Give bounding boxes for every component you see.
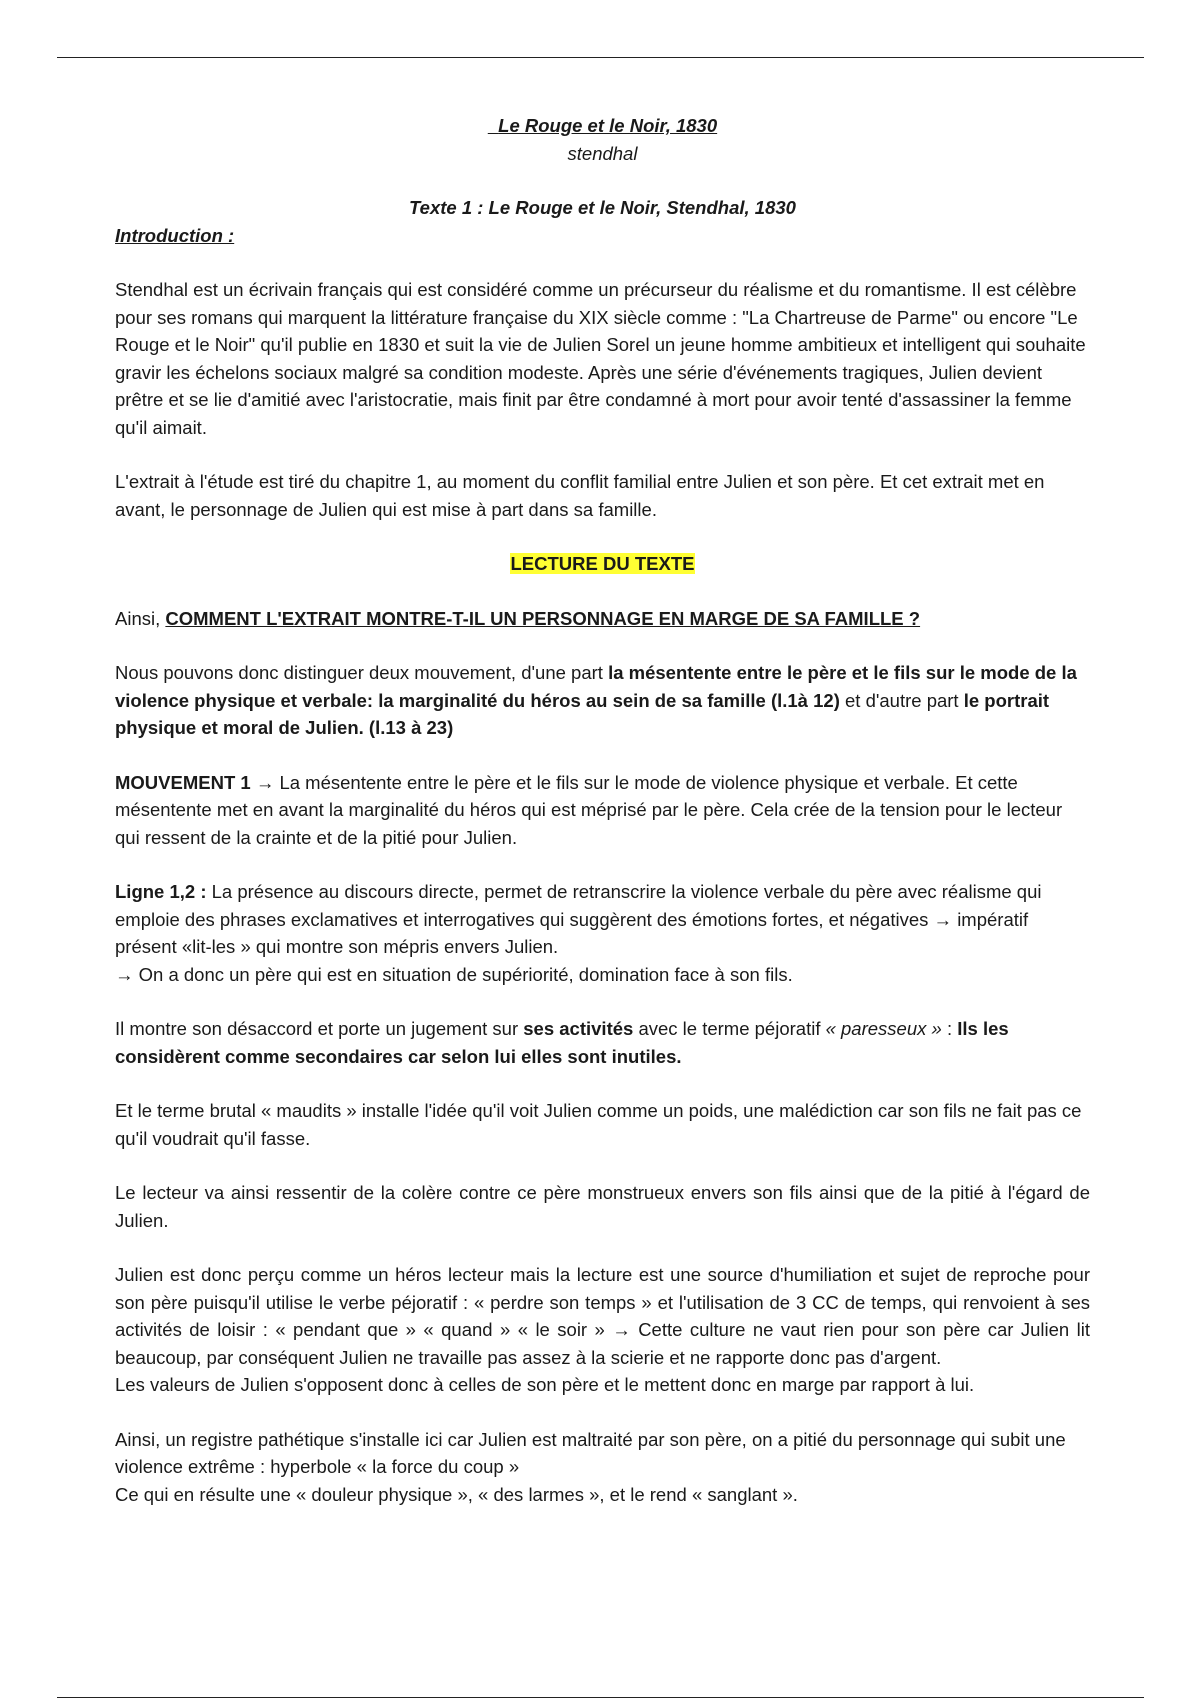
ligne-1-2-label: Ligne 1,2 : [115, 881, 207, 902]
intro-paragraph-2: L'extrait à l'étude est tiré du chapitre 1, au moment du conflit familial entre Julien et son père. Et cet extrait met en avant, le personnage de Julien qui est mise à part dans sa famille. [115, 471, 1045, 520]
mouvement-1-label: MOUVEMENT 1 → [115, 771, 275, 793]
mouvement-1-paragraph: MOUVEMENT 1 → La mésentente entre le père et le fils sur le mode de violence physique et verbale. Et cette mésentente met en avant la marginalité du héros qui est méprisé par le père. Cela crée de la tension pour le lecteur qui ressent de la crainte et de la pitié pour Julien. [115, 771, 1063, 848]
document-author: stendhal [567, 142, 638, 164]
ligne-1-2-conclusion: → On a donc un père qui est en situation de supériorité, domination face à son fils. [115, 963, 793, 985]
intro-paragraph-1: Stendhal est un écrivain français qui est considéré comme un précurseur du réalisme et du romantisme. Il est célèbre pour ses romans qui marquent la littérature française du XIX siècle comme : "La Chartreuse de Parme" ou encore "Le Rouge et le Noir" qu'il publie en 1830 et suit la vie de Julien Sorel un jeune homme ambitieux et intelligent qui souhaite gravir les échelons sociaux malgré sa condition modeste. Après une série d'événements tragiques, Julien devient prêtre et se lie d'amitié avec l'aristocratie, mais finit par être condamné à mort pour avoir tenté d'assassiner la femme qu'il aimait. [115, 279, 1086, 438]
document-title: Le Rouge et le Noir, 1830 [498, 115, 718, 136]
lecture-highlight: LECTURE DU TEXTE [510, 553, 695, 574]
pathetique-line-1: Ainsi, un registre pathétique s'installe ici car Julien est maltraité par son père, on a pitié du personnage qui subit une violence extrême : hyperbole « la force du coup » [115, 1428, 1066, 1477]
julien-paragraph: Julien est donc perçu comme un héros lecteur mais la lecture est une source d'humiliation et sujet de reproche pour son père puisqu'il utilise le verbe péjoratif : « perdre son temps » et l'utilisation de 3 CC de temps, qui renvoient à ses activités de loisir : « pendant que » « quand » « le soir » → Cette culture ne vaut rien pour son père car Julien lit beaucoup, par conséquent Julien ne travaille pas assez à la scierie et ne rapporte donc pas d'argent. [115, 1264, 1090, 1368]
maudits-paragraph: Et le terme brutal « maudits » installe l'idée qu'il voit Julien comme un poids, une malédiction car son fils ne fait pas ce qu'il voudrait qu'il fasse. [115, 1100, 1082, 1149]
julien-conclusion: Les valeurs de Julien s'opposent donc à celles de son père et le mettent donc en marge par rapport à lui. [115, 1374, 975, 1395]
lecture-heading [115, 550, 1090, 578]
mouvements-paragraph: Nous pouvons donc distinguer deux mouvement, d'une part la mésentente entre le père et le fils sur le mode de la violence physique et verbale: la marginalité du héros au sein de sa famille (l.1à 12) et d'autre part le portrait physique et moral de Julien. (l.13 à 23) [115, 662, 1077, 738]
problematique: Ainsi, COMMENT L'EXTRAIT MONTRE-T-IL UN PERSONNAGE EN MARGE DE SA FAMILLE ? [115, 607, 921, 629]
ligne-1-2-paragraph: Ligne 1,2 : La présence au discours directe, permet de retranscrire la violence verbale du père avec réalisme qui emploie des phrases exclamatives et interrogatives qui suggèrent des émotions fortes, et négatives → impératif présent «lit-les » qui montre son mépris envers Julien. [115, 881, 1042, 957]
introduction-label: Introduction : [115, 224, 235, 246]
document-body [115, 112, 1090, 1535]
pathetique-line-2: Ce qui en résulte une « douleur physique », « des larmes », et le rend « sanglant ». [115, 1483, 798, 1505]
top-rule [57, 57, 1144, 58]
problematique-question: COMMENT L'EXTRAIT MONTRE-T-IL UN PERSONNAGE EN MARGE DE SA FAMILLE ? [165, 607, 921, 629]
lecteur-paragraph: Le lecteur va ainsi ressentir de la colère contre ce père monstrueux envers son fils ainsi que de la pitié à l'égard de Julien. [115, 1182, 1090, 1231]
desaccord-paragraph: Il montre son désaccord et porte un jugement sur ses activités avec le terme péjoratif « paresseux » : Ils les considèrent comme secondaires car selon lui elles sont inutiles. [115, 1018, 1009, 1067]
bottom-rule [57, 1697, 1144, 1698]
text-heading: Texte 1 : Le Rouge et le Noir, Stendhal, 1830 [409, 197, 796, 218]
